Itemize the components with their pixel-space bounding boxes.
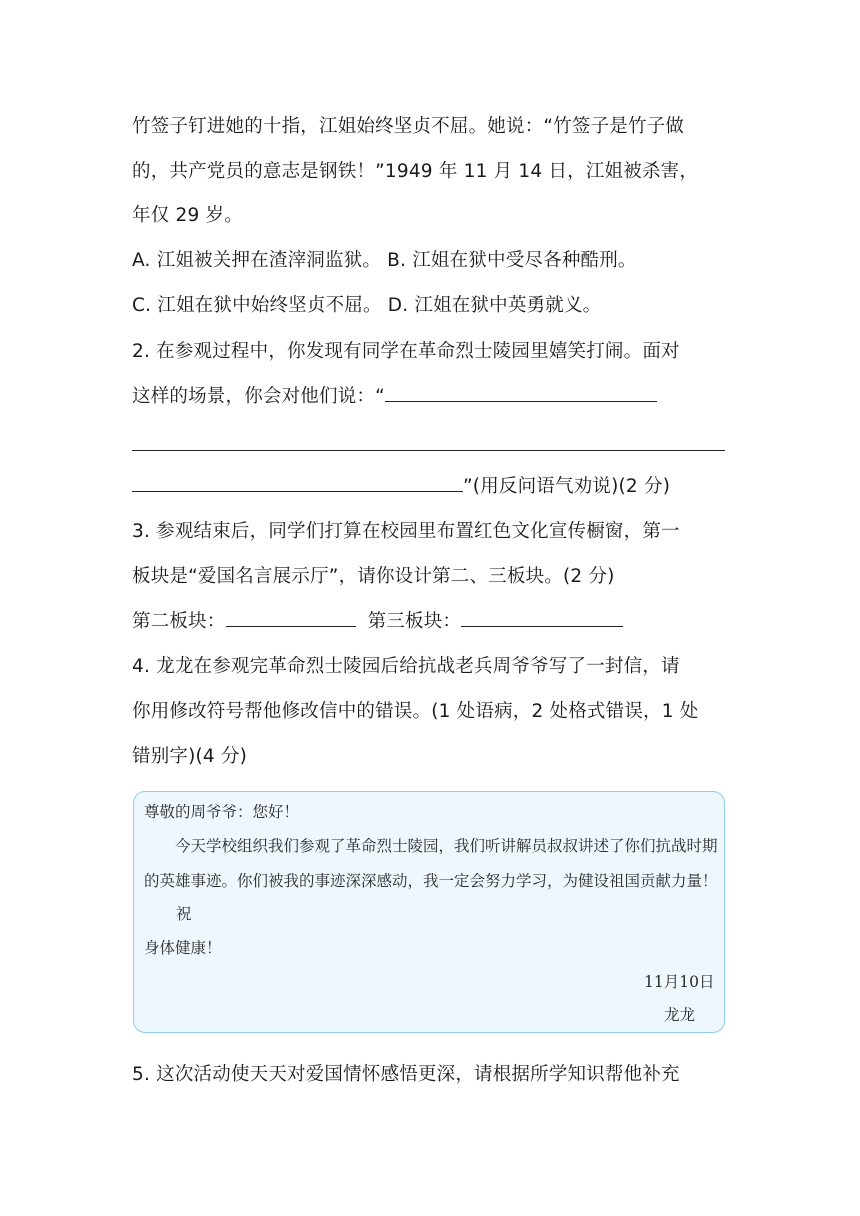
answer-blank[interactable] bbox=[461, 625, 623, 627]
option-line: C. 江姐在狱中始终坚贞不屈。 D. 江姐在狱中英勇就义。 bbox=[132, 295, 602, 316]
option-line: A. 江姐被关押在渣滓洞监狱。 B. 江姐在狱中受尽各种酷刑。 bbox=[132, 250, 637, 271]
text-line: 年仅 29 岁。 bbox=[132, 205, 243, 226]
letter-box bbox=[133, 791, 725, 1033]
answer-blank[interactable] bbox=[226, 625, 356, 627]
question-4: 错别字)(4 分) bbox=[132, 746, 248, 767]
letter-signature: 龙龙 bbox=[664, 1006, 696, 1024]
text-line: 的，共产党员的意志是钢铁！”1949 年 11 月 14 日，江姐被杀害， bbox=[132, 161, 699, 182]
text-line: 竹签子钉进她的十指，江姐始终坚贞不屈。她说：“竹签子是竹子做 bbox=[132, 116, 685, 137]
answer-blank[interactable] bbox=[132, 490, 463, 492]
question-2-prompt bbox=[132, 388, 657, 407]
prompt-text: 这样的场景，你会对他们说：“ bbox=[132, 386, 385, 407]
board-3-label: 第三板块： bbox=[367, 611, 462, 632]
question-4: 你用修改符号帮他修改信中的错误。(1 处语病，2 处格式错误，1 处 bbox=[132, 701, 699, 722]
question-2-end bbox=[132, 478, 670, 497]
letter-body: 的英雄事迹。你们被我的事迹深深感动，我一定会努力学习，为健设祖国贡献力量！ bbox=[144, 872, 718, 890]
prompt-text: ”(用反问语气劝说)(2 分) bbox=[463, 476, 671, 497]
board-2-label: 第二板块： bbox=[132, 611, 226, 632]
letter-greeting: 尊敬的周爷爷：您好！ bbox=[144, 803, 300, 821]
question-2: 2. 在参观过程中，你发现有同学在革命烈士陵园里嬉笑打闹。面对 bbox=[132, 341, 680, 362]
question-3: 板块是“爱国名言展示厅”，请你设计第二、三板块。(2 分) bbox=[132, 566, 615, 587]
question-3: 3. 参观结束后，同学们打算在校园里布置红色文化宣传橱窗，第一 bbox=[132, 521, 680, 542]
question-5: 5. 这次活动使天天对爱国情怀感悟更深，请根据所学知识帮他补充 bbox=[132, 1064, 680, 1085]
question-4: 4. 龙龙在参观完革命烈士陵园后给抗战老兵周爷爷写了一封信，请 bbox=[132, 656, 680, 677]
answer-blank[interactable] bbox=[385, 400, 657, 402]
letter-wish: 祝 bbox=[176, 905, 192, 923]
letter-body: 今天学校组织我们参观了革命烈士陵园，我们听讲解员叔叔讲述了你们抗战时期 bbox=[175, 837, 718, 855]
letter-health: 身体健康！ bbox=[144, 939, 222, 957]
board-answers bbox=[132, 613, 623, 632]
letter-date: 11月10日 bbox=[644, 973, 715, 991]
answer-blank[interactable] bbox=[132, 449, 725, 451]
